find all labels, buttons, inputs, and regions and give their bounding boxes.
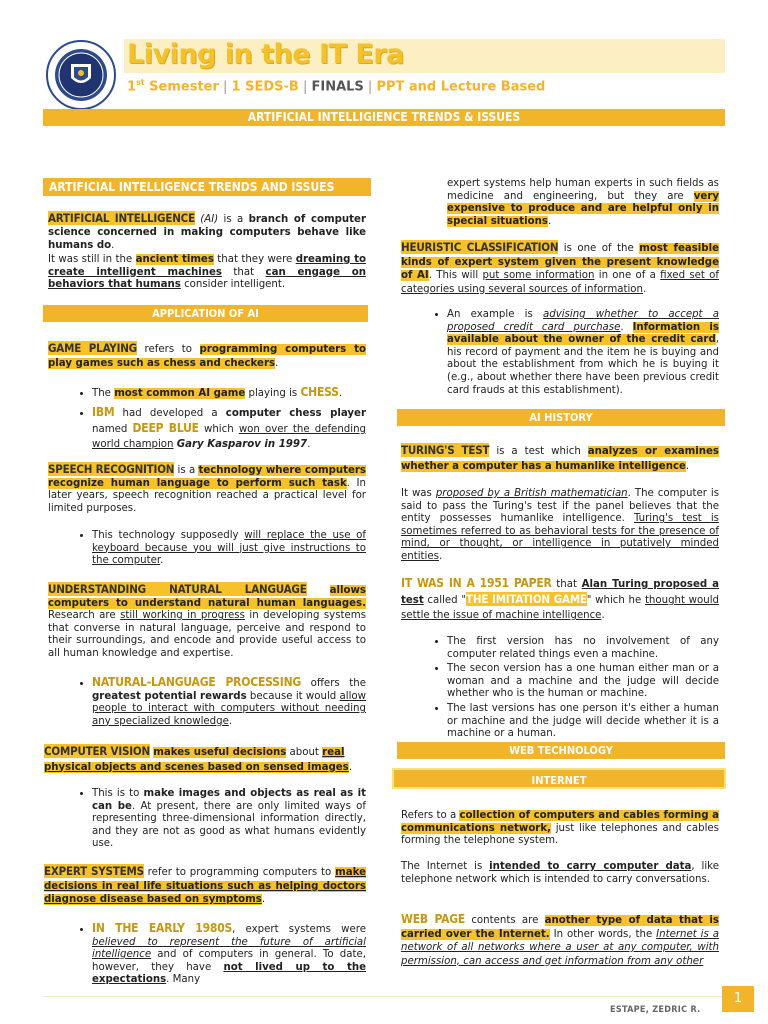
text: . xyxy=(685,460,690,472)
text: . In later years, speech recognition reached a practical level for limited purposes. xyxy=(48,477,366,514)
text: in developing systems that converse in natural language, perceive and respond to their surroundings, and encode and provide useful access to all human knowledge and expertise. xyxy=(48,610,366,659)
text: and of computers in general. To date, however, they have xyxy=(92,949,366,973)
ai-abbr: (AI) xyxy=(200,214,219,225)
nlp-bullets xyxy=(48,676,366,732)
text: . xyxy=(643,283,647,295)
school-logo xyxy=(46,40,116,110)
text: that xyxy=(221,266,266,278)
text: This technology supposedly xyxy=(92,530,245,541)
text: is a test which xyxy=(489,446,588,457)
text: Turing's test is sometimes referred to as behavioral tests for the presence of mind, or thought, or intelligence in putatively minded entities xyxy=(401,513,719,562)
footer-divider xyxy=(44,996,724,997)
list-item: • The secon version has a one human either man or a woman and a machine and the judge will decide whether who is the human or machine. xyxy=(447,663,719,701)
term-expert-systems: EXPERT SYSTEMS xyxy=(44,864,144,878)
term-chess: CHESS xyxy=(300,385,339,399)
text: because it would xyxy=(246,690,340,702)
term-deep-blue: DEEP BLUE xyxy=(132,420,199,435)
game-playing xyxy=(48,341,366,371)
text: . xyxy=(111,240,115,251)
turings-test xyxy=(401,443,719,474)
text: It was xyxy=(401,488,436,499)
term-nlp: NATURAL-LANGUAGE PROCESSING xyxy=(92,675,302,689)
text: It was still in the xyxy=(48,254,136,265)
text: about xyxy=(286,747,323,758)
text: An example is xyxy=(447,309,543,320)
text xyxy=(307,585,330,596)
internet-definition xyxy=(401,810,719,848)
text: . xyxy=(338,388,343,399)
text: won over the defending world champion xyxy=(92,423,366,450)
text: . xyxy=(348,761,352,773)
term-computer-vision: COMPUTER VISION xyxy=(44,744,150,758)
text: make images and objects as real as it can be xyxy=(92,788,366,812)
text: . The computer is said to pass the Turing's test if the panel believes that the entity possesses humanlike intelligence. xyxy=(401,488,720,525)
text: Alan Turing proposed a test xyxy=(401,579,719,606)
text: that xyxy=(551,579,582,590)
text: which xyxy=(198,423,239,435)
text: Refers to a xyxy=(401,810,460,821)
text: " which he xyxy=(586,595,645,606)
imitation-game xyxy=(401,576,719,623)
heuristic-classification xyxy=(401,241,719,296)
ai-history-paragraph xyxy=(48,254,366,292)
web-page xyxy=(401,913,719,968)
list-item: • The last versions has one person it's either a human or machine and the judge will decide whether it is a machine or a human. xyxy=(447,703,719,741)
text: is a xyxy=(218,214,249,225)
text: . xyxy=(620,321,633,333)
text: fixed set of categories using several sources of information xyxy=(401,270,719,295)
text: This is to xyxy=(92,788,144,799)
separator: | xyxy=(363,79,377,95)
term-turings-test: TURING'S TEST xyxy=(401,443,490,457)
term-understanding-natural-language: UNDERSTANDING NATURAL LANGUAGE xyxy=(48,582,307,596)
text: playing is xyxy=(245,388,301,399)
separator: | xyxy=(298,79,312,95)
text: advising whether to accept a proposed credit card purchase xyxy=(447,309,719,333)
text: In other words, the xyxy=(549,928,657,940)
list-item: • The first version has no involvement of any computer related things even a machine. xyxy=(447,636,719,661)
separator: | xyxy=(218,79,232,95)
semester-number: 1 xyxy=(127,79,137,95)
list-item xyxy=(92,386,366,401)
speech-recognition xyxy=(48,463,366,515)
text: . xyxy=(547,215,552,227)
highlight: allows computers to understand natural human languages. xyxy=(48,585,366,609)
finals-label: FINALS xyxy=(311,79,364,95)
text: , expert systems were xyxy=(232,924,366,935)
text: , like telephone network which is intended to carry conversations. xyxy=(401,861,719,885)
ppt-label: PPT and Lecture Based xyxy=(376,79,546,95)
term-ai: ARTIFICIAL INTELLIGENCE xyxy=(48,211,195,225)
text: thought would settle the issue of machine intelligence xyxy=(401,595,719,621)
natural-language xyxy=(48,583,366,661)
expert-systems xyxy=(44,865,366,907)
term-speech-recognition: SPEECH RECOGNITION xyxy=(48,462,175,476)
expert-systems-continued xyxy=(447,178,719,228)
text: . xyxy=(261,894,266,905)
highlight: collection of computers and cables forming a communications network, xyxy=(401,810,719,834)
highlight: makes useful decisions xyxy=(153,747,287,758)
text: believed to represent the future of artificial intelligence xyxy=(92,936,366,961)
highlight: Information is available about the owner of the credit card xyxy=(447,321,719,346)
header-subtitle xyxy=(127,75,545,95)
term-1951-paper: IT WAS IN A 1951 PAPER xyxy=(401,576,552,590)
text: named xyxy=(92,423,133,435)
highlight: another type of data that is carried over the Internet. xyxy=(401,915,719,940)
text: branch of computer science concerned in making computers behave like humans do xyxy=(48,214,366,251)
text: dreaming to create intelligent machines xyxy=(48,254,366,278)
ai-history-bar: AI HISTORY xyxy=(397,409,725,426)
page-title: Living in the IT Era xyxy=(127,39,404,70)
list-item xyxy=(447,309,719,397)
expert-bullets xyxy=(48,922,366,991)
section-label: 1 SEDS-B xyxy=(231,79,299,95)
text: put some information xyxy=(482,270,595,281)
highlight: technology where computers recognize human language to perform such task xyxy=(48,465,366,489)
text: allow people to interact with computers without needing any specialized knowledge xyxy=(92,690,366,727)
term-ibm: IBM xyxy=(92,404,115,419)
text: just like telephones and cables forming the telephone system. xyxy=(401,822,719,846)
term-heuristic-classification: HEURISTIC CLASSIFICATION xyxy=(401,240,559,254)
text: . Many xyxy=(166,974,201,986)
text: can engage on behaviors that humans xyxy=(48,266,367,291)
text: not lived up to the expectations xyxy=(92,961,366,986)
text: , his record of payment and the item he is buying and about the establishment from which he is buying it (e.g., about whether there have been previous credit card frauds at this establishment). xyxy=(447,334,719,396)
imitation-bullets xyxy=(401,636,719,745)
list-item xyxy=(92,922,366,987)
text: Gary Kasparov in 1997 xyxy=(176,438,308,450)
term-early-1980s: IN THE EARLY 1980S xyxy=(92,921,233,935)
text: . xyxy=(601,610,605,621)
text: refer to programming computers to xyxy=(143,867,336,878)
computer-vision xyxy=(44,744,366,775)
highlight: very expensive to produce and are helpful only in special situations xyxy=(447,190,719,227)
list-item xyxy=(92,405,366,452)
text: Internet is a network of all networks where a user at any computer, with permission, can access and get information from any other xyxy=(401,928,719,967)
list-item xyxy=(92,530,366,568)
text: intended to carry computer data xyxy=(489,861,692,872)
text: refers to xyxy=(136,344,200,355)
semester-superscript: st xyxy=(136,78,145,87)
internet-purpose xyxy=(401,861,719,886)
list-item xyxy=(92,676,366,728)
text: . xyxy=(307,438,311,450)
highlight: analyzes or examines whether a computer has a humanlike intelligence xyxy=(401,446,719,472)
game-bullets xyxy=(48,386,366,456)
text: . xyxy=(228,715,233,727)
highlight: most feasible kinds of expert system given the present knowledge of AI xyxy=(401,243,719,281)
term-game-playing: GAME PLAYING xyxy=(48,341,137,355)
list-item xyxy=(92,788,366,851)
vision-bullets xyxy=(48,788,366,855)
text: still working in progress xyxy=(120,610,245,622)
text: . At present, there are only limited ways of representing three-dimensional information directly, and they are not as good as what humans evidently use. xyxy=(92,800,366,850)
term-web-page: WEB PAGE xyxy=(401,912,466,926)
text: . xyxy=(438,550,443,562)
text: The xyxy=(92,388,115,399)
application-bar: APPLICATION OF AI xyxy=(43,305,368,322)
text: . This will xyxy=(428,270,483,281)
text: is a xyxy=(174,465,199,476)
text: called " xyxy=(423,595,467,606)
text: in one of a xyxy=(594,270,661,281)
page-number: 1 xyxy=(722,986,754,1012)
highlight: ancient times xyxy=(135,254,214,265)
text: consider intelligent. xyxy=(180,279,286,291)
author-name: ESTAPE, ZEDRIC R. xyxy=(610,1005,701,1015)
highlight: programming computers to play games such as chess and checkers xyxy=(48,344,366,369)
text: had developed a xyxy=(114,407,226,419)
section-title: ARTIFICIAL INTELLIGENCE TRENDS AND ISSUES xyxy=(43,178,371,196)
text: is one of the xyxy=(558,243,640,254)
text: proposed by a British mathematician xyxy=(435,488,628,499)
highlight: real physical objects and scenes based on sensed images xyxy=(44,747,349,773)
text: that they were xyxy=(213,254,296,265)
term-imitation-game: THE IMITATION GAME xyxy=(466,592,587,606)
internet-bar: INTERNET xyxy=(392,768,726,789)
heuristic-bullets xyxy=(401,309,719,401)
semester-label: Semester xyxy=(144,79,219,95)
text: will replace the use of keyboard because you will just give instructions to the computer xyxy=(92,530,366,567)
text: . xyxy=(160,555,164,567)
text: greatest potential rewards xyxy=(92,690,247,702)
text: . xyxy=(275,358,279,369)
highlight: most common AI game xyxy=(114,388,246,399)
text: contents are xyxy=(465,915,545,926)
turing-paragraph xyxy=(401,488,719,564)
text: Research are xyxy=(48,610,121,622)
topic-banner: ARTIFICIAL INTELLIGIENCE TRENDS & ISSUES xyxy=(43,109,725,126)
text: offers the xyxy=(301,678,366,689)
speech-bullets xyxy=(48,530,366,572)
ai-definition xyxy=(48,212,366,252)
highlight: make decisions in real life situations such as helping doctors diagnose disease based on symptoms xyxy=(44,867,366,905)
text: computer chess player xyxy=(225,407,366,419)
text: expert systems help human experts in such fields as medicine and engineering, but they are xyxy=(447,178,719,202)
text: The Internet is xyxy=(401,861,490,872)
web-technology-bar: WEB TECHNOLOGY xyxy=(397,742,725,759)
